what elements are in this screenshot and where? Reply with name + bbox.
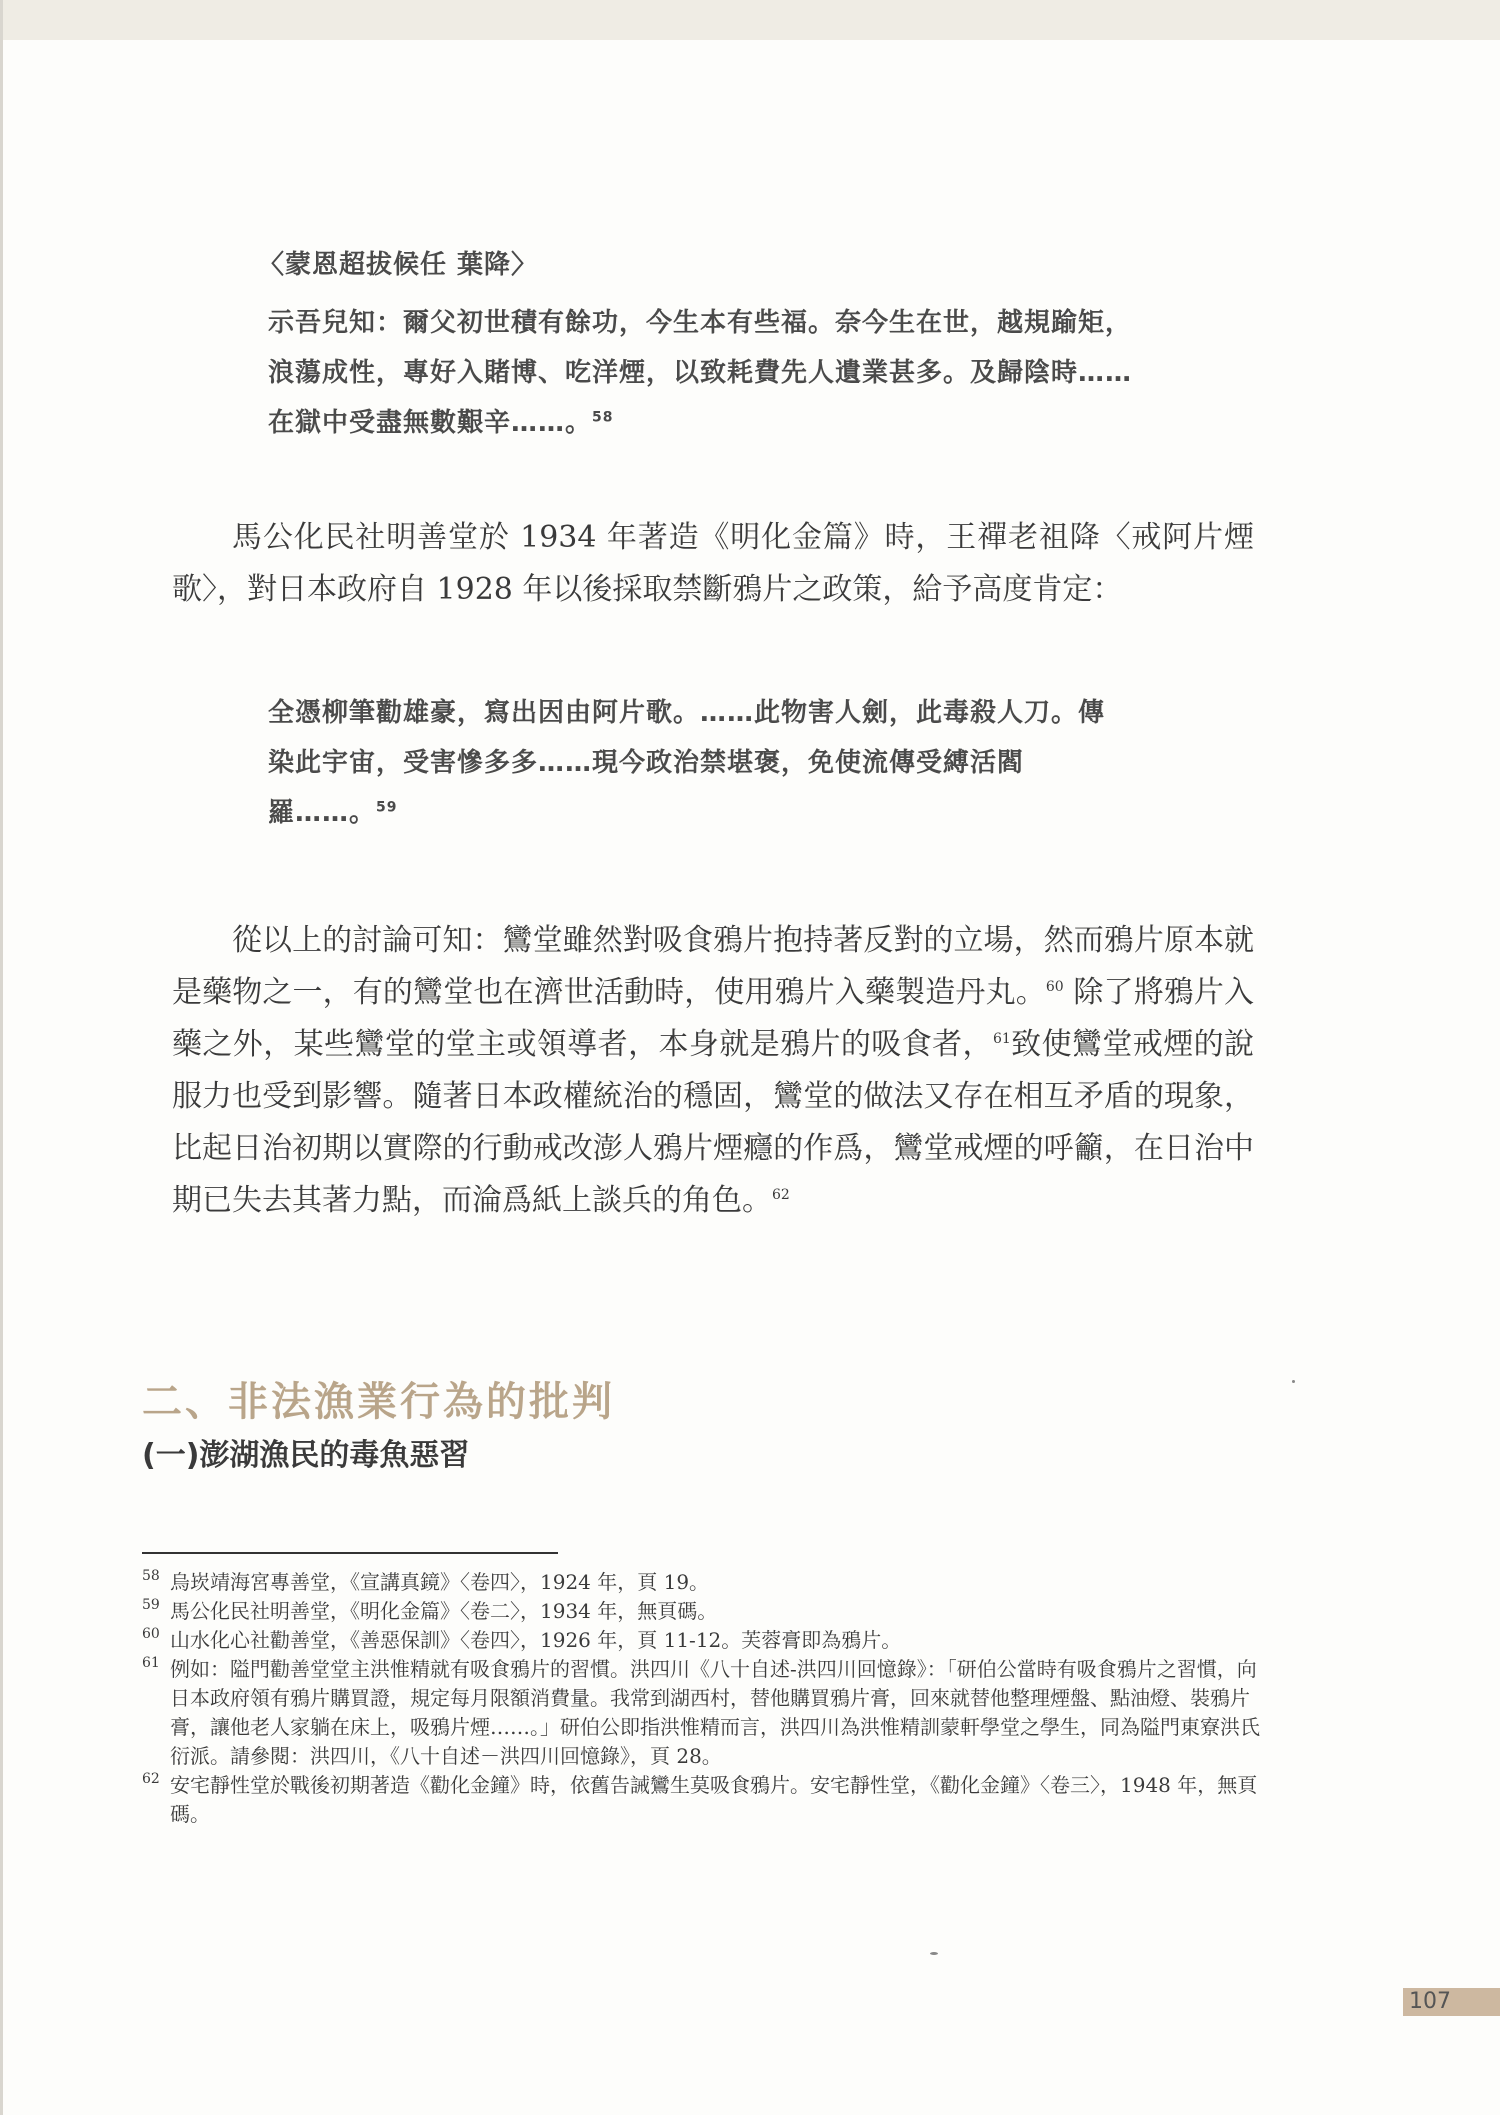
- footnote-ref[interactable]: 60: [1045, 979, 1064, 995]
- quote-block-1: [258, 240, 1258, 448]
- subsection-heading: (一)澎湖漁民的毒魚惡習: [142, 1438, 470, 1473]
- footnote-text: 例如：隘門勸善堂堂主洪惟精就有吸食鴉片的習慣。洪四川《八十自述-洪四川回憶錄》：「研伯公當時有吸食鴉片之習慣，向日本政府領有鴉片購買證，規定每月限額消費量。我常到湖西村，替他購買鴉片膏，回來就替他整理煙盤、點油燈、裝鴉片膏，讓他老人家躺在床上，吸鴉片煙……。」研伯公即指洪惟精而言，洪四川為洪惟精訓蒙軒學堂之學生，同為隘門東寮洪氏衍派。請參閱：洪四川，《八十自述－洪四川回憶錄》，頁 28。: [170, 1657, 1260, 1768]
- footnote-ref[interactable]: 62: [772, 1187, 790, 1203]
- footnote-text: 馬公化民社明善堂，《明化金篇》〈卷二〉，1934 年，無頁碼。: [170, 1599, 718, 1623]
- quote-line: 浪蕩成性，專好入賭博、吃洋煙，以致耗費先人遺業甚多。及歸陰時……: [268, 358, 1133, 388]
- footnote-ref[interactable]: 58: [592, 409, 614, 426]
- footnote-ref[interactable]: 59: [376, 799, 398, 816]
- scan-speck: [1292, 1380, 1295, 1383]
- section-heading: 二、非法漁業行為的批判: [142, 1379, 615, 1425]
- scan-top-band: [0, 0, 1500, 40]
- quote-title: 〈蒙恩超拔候任 葉降〉: [258, 250, 539, 280]
- footnote-number: 62: [142, 1771, 160, 1787]
- footnote-62: [142, 1771, 1262, 1829]
- page-number: 107: [1403, 1988, 1500, 2016]
- body-paragraph-1: 馬公化民社明善堂於 1934 年著造《明化金篇》時，王禪老祖降〈戒阿片煙歌〉，對日本政府自 1928 年以後採取禁斷鴉片之政策，給予高度肯定：: [172, 520, 1254, 607]
- scan-speck: [930, 1952, 938, 1955]
- body-paragraph-2: [172, 915, 1254, 1227]
- quote-line-text: 在獄中受盡無數艱辛……。: [268, 408, 593, 438]
- quote-line: [268, 398, 1258, 448]
- footnote-61: [142, 1655, 1262, 1771]
- quote-line: 染此宇宙，受害慘多多……現今政治禁堪褒，免使流傳受縛活閻: [268, 748, 1025, 778]
- scan-left-edge: [0, 0, 3, 2115]
- quote-line: 全憑柳筆勸雄豪，寫出因由阿片歌。……此物害人劍，此毒殺人刀。傳: [268, 698, 1106, 728]
- quote-line: [268, 788, 1258, 838]
- footnote-text: 山水化心社勸善堂，《善惡保訓》〈卷四〉，1926 年，頁 11-12。芙蓉膏即為鴉片。: [170, 1628, 902, 1652]
- footnote-number: 58: [142, 1568, 160, 1584]
- footnote-number: 59: [142, 1597, 160, 1613]
- quote-line: 示吾兒知：爾父初世積有餘功，今生本有些福。奈今生在世，越規踰矩，: [268, 308, 1133, 338]
- footnote-ref[interactable]: 61: [992, 1031, 1011, 1047]
- footnote-number: 61: [142, 1655, 160, 1671]
- paragraph-text: 致使鸞堂戒煙的說服力也受到影響。隨著日本政權統治的穩固，鸞堂的做法又存在相互矛盾的現象，比起日治初期以實際的行動戒改澎人鴉片煙癮的作爲，鸞堂戒煙的呼籲，在日治中期已失去其著力點，而淪爲紙上談兵的角色。: [172, 1027, 1255, 1218]
- footnote-58: [142, 1568, 1262, 1597]
- footnote-60: [142, 1626, 1262, 1655]
- quote-block-2: [268, 688, 1258, 838]
- footnote-number: 60: [142, 1626, 160, 1642]
- footnote-59: [142, 1597, 1262, 1626]
- quote-line-text: 羅……。: [268, 798, 377, 828]
- footnotes: [142, 1568, 1262, 1829]
- paragraph-text: 從以上的討論可知：鸞堂雖然對吸食鴉片抱持著反對的立場，然而鴉片原本就是藥物之一，有的鸞堂也在濟世活動時，使用鴉片入藥製造丹丸。: [172, 923, 1254, 1010]
- footnote-separator: [142, 1552, 558, 1554]
- paragraph-text: 除了將鴉片入藥之外，某些鸞堂的堂主或領導者，本身就是鴉片的吸食者，: [172, 975, 1255, 1062]
- footnote-text: 安宅靜性堂於戰後初期著造《勸化金鐘》時，依舊告誡鸞生莫吸食鴉片。安宅靜性堂，《勸化金鐘》〈卷三〉，1948 年，無頁碼。: [170, 1773, 1258, 1826]
- footnote-text: 烏崁靖海宮專善堂，《宣講真鏡》〈卷四〉，1924 年，頁 19。: [170, 1570, 710, 1594]
